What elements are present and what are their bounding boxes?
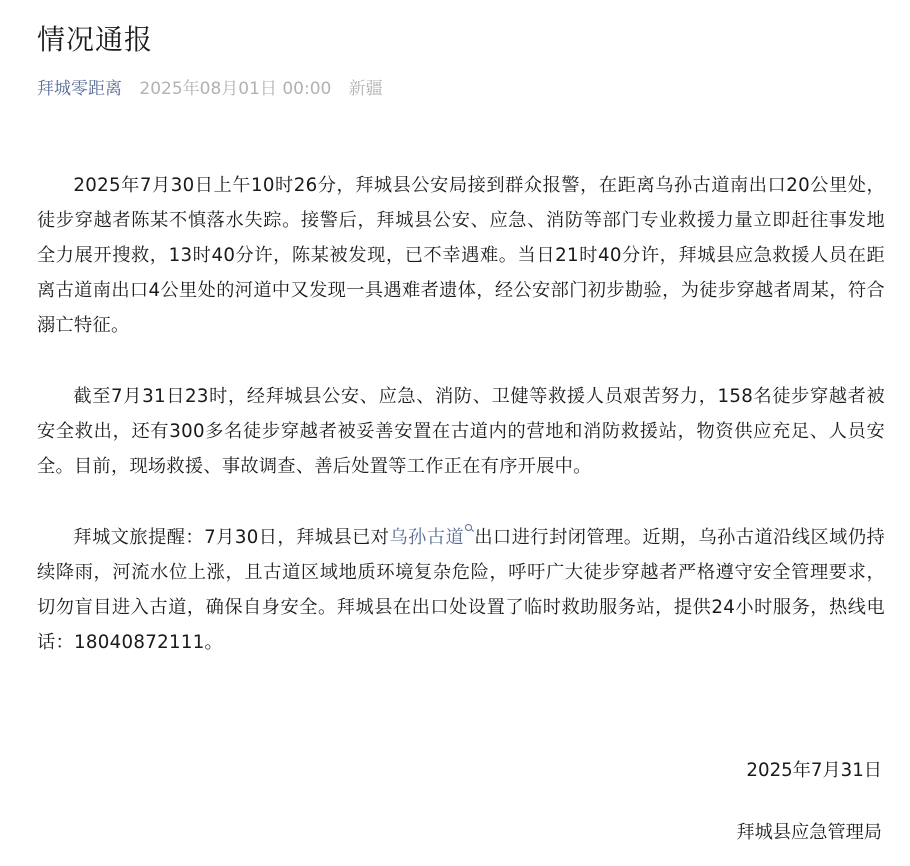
signature-date: 2025年7月31日 [746, 760, 882, 781]
paragraph-incident: 2025年7月30日上午10时26分，拜城县公安局接到群众报警，在距离乌孙古道南出口20公里处，徒步穿越者陈某不慎落水失踪。接警后，拜城县公安、应急、消防等部门专业救援力量立即赶往事发地全力展开搜救，13时40分许，陈某被发现，已不幸遇难。当日21时40分许，拜城县应急救援人员在距离古道南出口4公里处的河道中又发现一具遇难者遗体，经公安部门初步勘验，为徒步穿越者周某，符合溺亡特征。 [37, 175, 885, 336]
paragraph-travel-reminder [37, 520, 885, 660]
article-title: 情况通报 [37, 23, 154, 56]
article-body [37, 168, 885, 696]
wusun-trail-search-link[interactable] [389, 527, 474, 548]
reminder-text-start: 拜城文旅提醒：7月30日，拜城县已对 [73, 527, 390, 548]
account-name-link[interactable]: 拜城零距离 [37, 79, 122, 99]
paragraph-rescue-status: 截至7月31日23时，经拜城县公安、应急、消防、卫健等救援人员艰苦努力，158名徒步穿越者被安全救出，还有300多名徒步穿越者被妥善安置在古道内的营地和消防救援站，物资供应充足、人员安全。目前，现场救援、事故调查、善后处置等工作正在有序开展中。 [37, 386, 885, 477]
reminder-text-end: 出口进行封闭管理。近期，乌孙古道沿线区域仍持续降雨，河流水位上涨，且古道区域地质环境复杂危险，呼吁广大徒步穿越者严格遵守安全管理要求，切勿盲目进入古道，确保自身安全。拜城县在出口处设置了临时救助服务站，提供24小时服务，热线电话：18040872111。 [37, 527, 885, 653]
search-link-text[interactable]: 乌孙古道 [389, 527, 465, 548]
publish-region: 新疆 [348, 79, 383, 99]
article-meta [37, 76, 383, 102]
publish-time: 2025年08月01日 00:00 [139, 79, 332, 99]
signature-organization: 拜城县应急管理局 [736, 822, 882, 843]
search-icon[interactable] [465, 524, 474, 533]
